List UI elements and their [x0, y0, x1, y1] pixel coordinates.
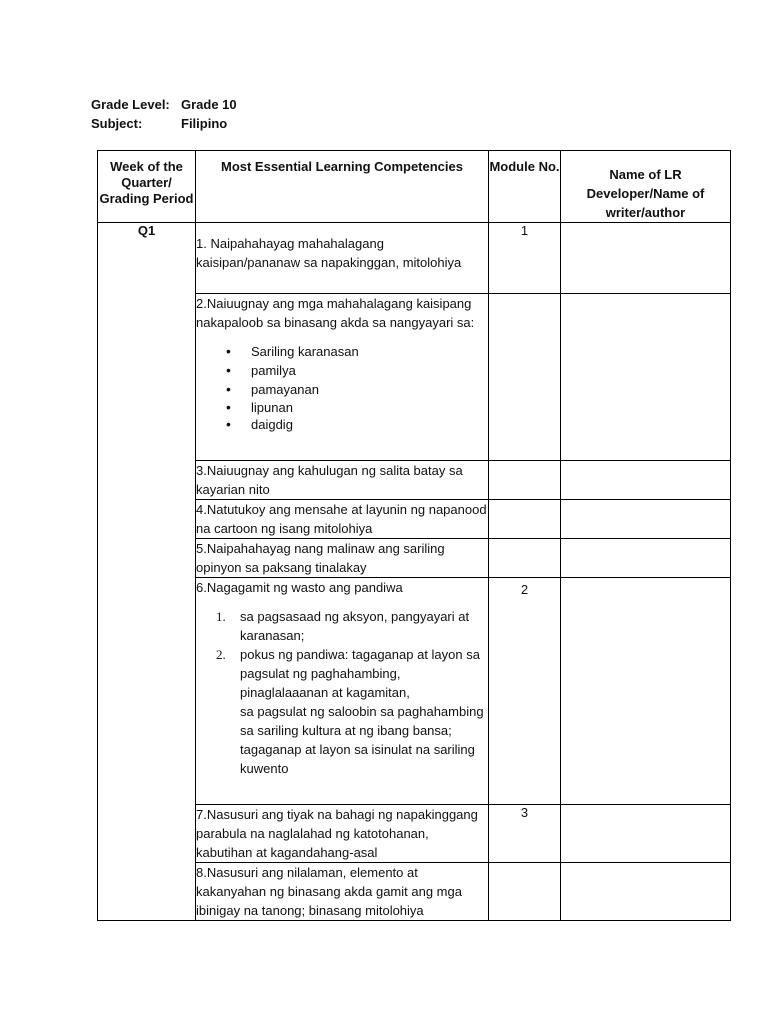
numbered-list — [196, 607, 488, 778]
column-header-week: Week of the Quarter/ Grading Period — [98, 151, 196, 223]
subject-label: Subject: — [91, 116, 143, 131]
list-item: • daigdig — [251, 416, 488, 433]
table-header-row — [98, 151, 731, 223]
competency-text: 4.Natutukoy ang mensahe at layunin ng napanood na cartoon ng isang mitolohiya — [196, 502, 487, 536]
list-item: • lipunan — [251, 399, 488, 416]
module-cell — [489, 863, 561, 921]
grade-level-value: Grade 10 — [181, 97, 237, 112]
competency-text: 5.Naipahahayag nang malinaw ang sariling opinyon sa paksang tinalakay — [196, 541, 445, 575]
quarter-cell: Q1 — [98, 223, 196, 921]
subject-value: Filipino — [181, 116, 228, 131]
competency-cell — [196, 863, 489, 921]
list-item: • Sariling karanasan — [251, 342, 488, 361]
list-item-text: pokus ng pandiwa: tagaganap at layon sa pagsulat ng paghahambing, pinaglalaaanan at kagamitan, — [240, 647, 480, 700]
competency-text: 3.Naiuugnay ang kahulugan ng salita batay sa kayarian nito — [196, 463, 463, 497]
competency-cell — [196, 805, 489, 863]
module-cell — [489, 461, 561, 500]
column-header-developer: Name of LR Developer/Name of writer/author — [561, 151, 731, 223]
grade-level-row — [91, 95, 237, 114]
developer-cell — [561, 805, 731, 863]
developer-cell — [561, 223, 731, 294]
competency-cell — [196, 223, 489, 294]
subject-row — [91, 114, 237, 133]
list-item — [216, 607, 488, 645]
competency-cell — [196, 294, 489, 461]
competency-cell — [196, 578, 489, 805]
list-number: 2. — [216, 647, 226, 662]
module-cell: 3 — [489, 805, 561, 863]
table-row — [98, 223, 731, 294]
module-cell: 2 — [489, 578, 561, 805]
grade-level-label: Grade Level: — [91, 97, 170, 112]
developer-cell — [561, 578, 731, 805]
competency-text: 1. Naipahahayag mahahalagang kaisipan/pananaw sa napakinggan, mitolohiya — [196, 236, 462, 270]
developer-cell — [561, 863, 731, 921]
developer-cell — [561, 539, 731, 578]
module-cell — [489, 500, 561, 539]
bullet-list — [196, 342, 488, 433]
developer-cell — [561, 461, 731, 500]
list-item — [216, 645, 488, 778]
list-number: 1. — [216, 609, 226, 624]
module-cell: 1 — [489, 223, 561, 294]
competencies-table — [97, 150, 731, 921]
competency-text: 6.Nagagamit ng wasto ang pandiwa — [196, 580, 403, 595]
list-item: • pamayanan — [251, 380, 488, 399]
developer-cell — [561, 500, 731, 539]
competency-text: 8.Nasusuri ang nilalaman, elemento at kakanyahan ng binasang akda gamit ang mga ibinigay na tanong; binasang mitolohiya — [196, 865, 462, 918]
list-item-continuation: sa pagsulat ng saloobin sa paghahambing sa sariling kultura at ng ibang bansa; — [240, 704, 484, 738]
competency-cell — [196, 539, 489, 578]
competency-text: 7.Nasusuri ang tiyak na bahagi ng napakinggang parabula na naglalahad ng katotohanan, kabutihan at kagandahang-asal — [196, 807, 478, 860]
competency-text: 2.Naiuugnay ang mga mahahalagang kaisipang nakapaloob sa binasang akda sa nangyayari sa: — [196, 296, 475, 330]
module-cell — [489, 539, 561, 578]
competency-cell — [196, 461, 489, 500]
column-header-competencies: Most Essential Learning Competencies — [196, 151, 489, 223]
document-header — [91, 95, 237, 133]
developer-cell — [561, 294, 731, 461]
competency-cell — [196, 500, 489, 539]
list-item-continuation: tagaganap at layon sa isinulat na sariling kuwento — [240, 742, 475, 776]
column-header-module: Module No. — [489, 151, 561, 223]
list-item: • pamilya — [251, 361, 488, 380]
list-item-text: sa pagsasaad ng aksyon, pangyayari at karanasan; — [240, 609, 470, 643]
module-cell — [489, 294, 561, 461]
